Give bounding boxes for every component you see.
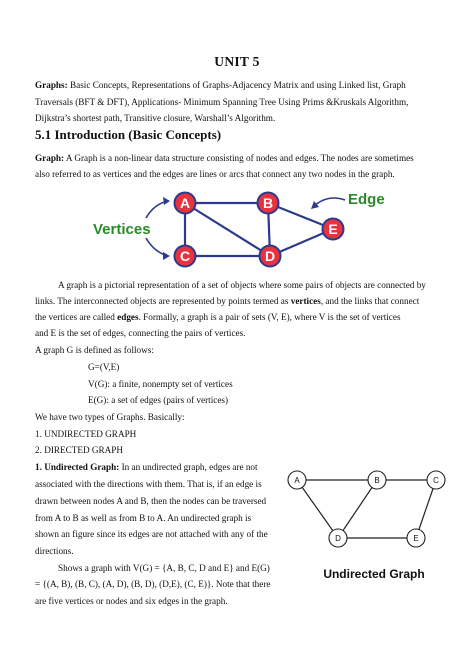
edge-a-d: [185, 203, 270, 256]
types-intro: We have two types of Graphs. Basically:: [35, 412, 185, 422]
pictorial-line-2: [35, 295, 419, 308]
fig2-node-e-label: E: [413, 534, 419, 543]
section-heading: 5.1 Introduction (Basic Concepts): [35, 127, 222, 142]
intro-line-3: Dijkstra’s shortest path, Transitive closure, Warshall’s Algorithm.: [35, 113, 276, 123]
definition-e: E(G): a set of edges (pairs of vertices): [88, 395, 229, 405]
intro-line-1: [35, 79, 406, 92]
intro-line-2: Traversals (BFT & DFT), Applications- Minimum Spanning Tree Using Prims &Kruskals Algorithm,: [35, 97, 409, 107]
definition-intro: A graph G is defined as follows:: [35, 345, 154, 355]
node-e-label: E: [328, 221, 338, 237]
term-edges: edges: [117, 312, 139, 322]
type-undirected: 1. UNDIRECTED GRAPH: [35, 429, 137, 439]
arrow-head-c: [163, 252, 170, 260]
node-b-label: B: [262, 195, 274, 211]
edge-label: Edge: [348, 191, 385, 208]
pictorial-text-3c: . Formally, a graph is a pair of sets (V, E), where V is the set of vertices: [138, 312, 401, 322]
fig2-node-a-label: A: [294, 476, 300, 485]
graph-def-lead: Graph:: [35, 153, 65, 163]
example-line-1: Shows a graph with V(G) = {A, B, C, D and E} and E(G): [58, 563, 270, 573]
node-d-label: D: [264, 248, 276, 264]
term-vertices: vertices: [290, 296, 321, 306]
definition-g: G=(V,E): [88, 362, 120, 372]
arrow-to-edge: [314, 198, 345, 206]
node-a-label: A: [179, 195, 191, 211]
undirected-graph-caption: Undirected Graph: [323, 567, 425, 581]
undirected-line-4: from A to B as well as from B to A. An undirected graph is: [35, 513, 252, 523]
node-c-label: C: [179, 248, 191, 264]
type-directed: 2. DIRECTED GRAPH: [35, 445, 124, 455]
intro-text-1: Basic Concepts, Representations of Graphs-Adjacency Matrix and using Linked list, Graph: [67, 80, 406, 90]
example-line-2: = {(A, B), (B, C), (A, D), (B, D), (D,E), (C, E)}. Note that there: [35, 579, 271, 589]
definition-v: V(G): a finite, nonempty set of vertices: [88, 379, 233, 389]
undirected-line-2: associated with the directions with them. That is, if an edge is: [35, 479, 262, 489]
undirected-lead: 1. Undirected Graph:: [35, 462, 120, 472]
intro-lead: Graphs:: [35, 80, 68, 90]
pictorial-text-2c: , and the links that connect: [320, 296, 420, 306]
fig2-node-b-label: B: [374, 476, 380, 485]
undirected-line-1: [35, 461, 258, 474]
pictorial-text-3a: the vertices are called: [35, 312, 118, 322]
example-line-3: are five vertices or nodes and six edges in the graph.: [35, 596, 228, 606]
fig2-edge-a-d: [297, 480, 338, 538]
unit-title: UNIT 5: [214, 54, 260, 69]
vertices-label: Vertices: [93, 221, 151, 238]
fig2-edge-b-d: [338, 480, 377, 538]
arrow-head-a: [163, 197, 170, 205]
graph-figure-vertices-edges: [88, 186, 388, 272]
undirected-text-1: In an undirected graph, edges are not: [119, 462, 258, 472]
undirected-line-3: drawn between nodes A and B, then the nodes can be traversed: [35, 496, 267, 506]
graph-def-line-2: also referred to as vertices and the edges are lines or arcs that connect any two nodes in the graph.: [35, 169, 395, 179]
graph-def-line-1: [35, 152, 414, 165]
undirected-line-6: directions.: [35, 546, 74, 556]
graph-def-text-1: A Graph is a non-linear data structure consisting of nodes and edges. The nodes are sometimes: [64, 153, 414, 163]
pictorial-line-1: A graph is a pictorial representation of a set of objects where some pairs of objects are connected by: [58, 280, 426, 290]
undirected-line-5: shown an figure since its edges are not attached with any of the: [35, 529, 268, 539]
fig2-node-d-label: D: [335, 534, 341, 543]
figure2-nodes: [288, 471, 445, 547]
fig2-node-c-label: C: [433, 476, 439, 485]
pictorial-line-4: and E is the set of edges, connecting the pairs of vertices.: [35, 328, 246, 338]
figure1-edges: [185, 203, 333, 256]
pictorial-text-2a: links. The interconnected objects are represented by points termed as: [35, 296, 291, 306]
undirected-graph-figure: [284, 468, 454, 586]
pictorial-line-3: [35, 311, 401, 324]
